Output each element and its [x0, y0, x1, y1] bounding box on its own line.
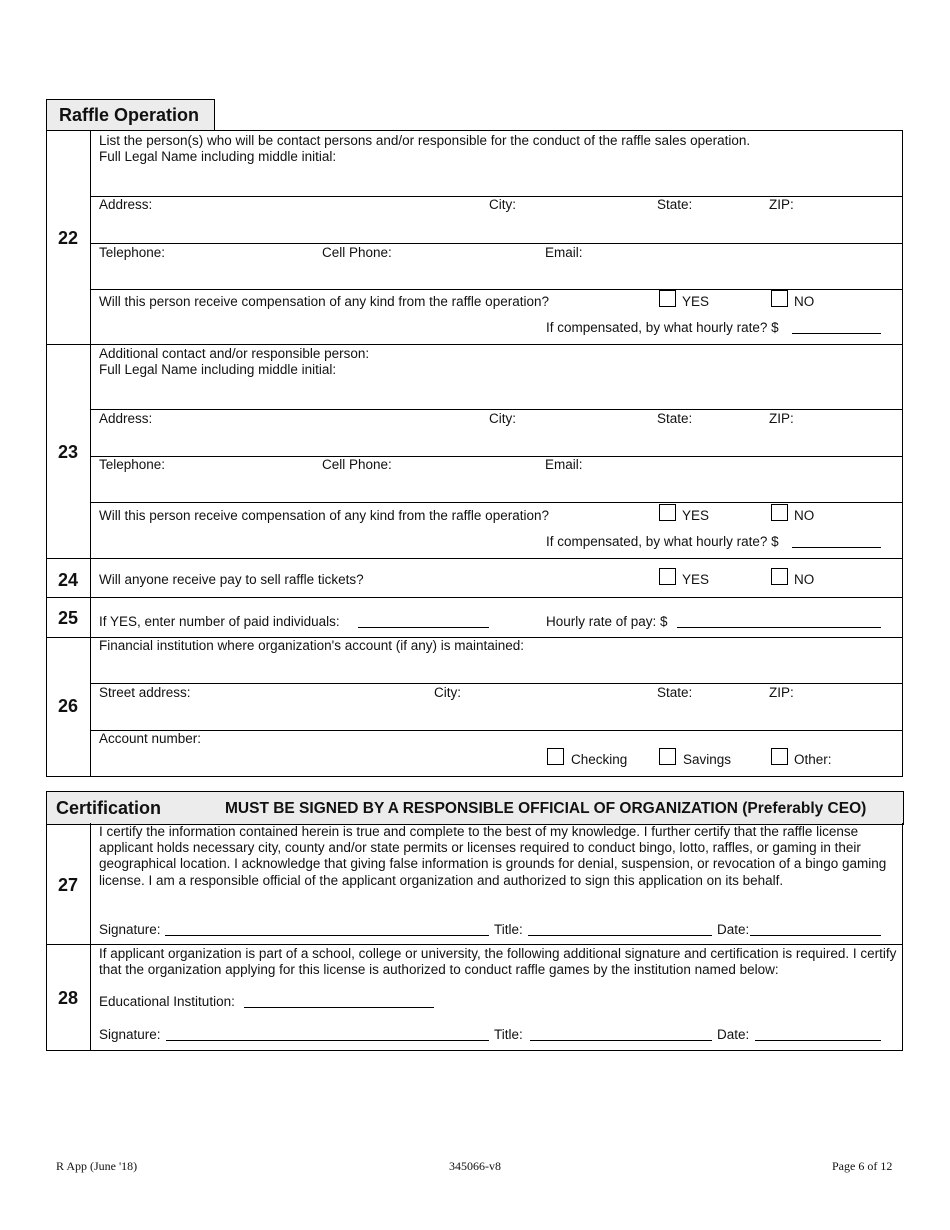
row-divider — [90, 730, 902, 731]
q25-paid-label: If YES, enter number of paid individuals: — [99, 614, 340, 629]
q22-state-label: State: — [657, 197, 693, 212]
q23-cell-label: Cell Phone: — [322, 457, 392, 472]
q22-city-label: City: — [489, 197, 516, 212]
q26-institution-label: Financial institution where organization's account (if any) is maintained: — [99, 638, 525, 653]
q23-name-label: Full Legal Name including middle initial: — [99, 362, 337, 377]
q22-telephone-label: Telephone: — [99, 245, 166, 260]
q28-date-label: Date: — [717, 1027, 750, 1042]
footer-page-number: Page 6 of 12 — [832, 1159, 893, 1173]
section-title: Certification — [56, 798, 162, 818]
q28-title-label: Title: — [494, 1027, 523, 1042]
q28-institution-label: Educational Institution: — [99, 994, 235, 1009]
question-divider — [46, 558, 903, 559]
q22-email-label: Email: — [545, 245, 583, 260]
question-divider — [46, 944, 903, 945]
q27-date-label: Date: — [717, 922, 750, 937]
q26-account-label: Account number: — [99, 731, 202, 746]
q23-no-label: NO — [794, 508, 815, 523]
q28-signature-label: Signature: — [99, 1027, 161, 1042]
question-number-24: 24 — [57, 570, 79, 590]
question-divider — [46, 597, 903, 598]
q22-hourly-rate-label: If compensated, by what hourly rate? $ — [546, 320, 779, 335]
number-column-divider — [90, 823, 91, 1051]
q23-city-label: City: — [489, 411, 516, 426]
q22-no-label: NO — [794, 294, 815, 309]
q27-title-field[interactable] — [528, 935, 712, 936]
q22-cell-label: Cell Phone: — [322, 245, 392, 260]
q23-yes-checkbox[interactable] — [659, 504, 676, 521]
section-header-certification — [46, 791, 904, 825]
q25-rate-label: Hourly rate of pay: $ — [546, 614, 668, 629]
q23-zip-label: ZIP: — [769, 411, 794, 426]
q22-address-label: Address: — [99, 197, 153, 212]
footer-doc-id: 345066-v8 — [449, 1159, 501, 1173]
question-divider — [46, 344, 903, 345]
must-sign-notice: MUST BE SIGNED BY A RESPONSIBLE OFFICIAL OF ORGANIZATION (Preferably CEO) — [225, 800, 867, 817]
row-divider — [90, 243, 902, 244]
q25-paid-count-field[interactable] — [358, 627, 489, 628]
q27-signature-field[interactable] — [165, 935, 489, 936]
question-number-23: 23 — [57, 442, 79, 462]
q23-intro: Additional contact and/or responsible person: — [99, 346, 370, 361]
q26-other-checkbox[interactable] — [771, 748, 788, 765]
table-border-right — [902, 823, 903, 1051]
question-number-22: 22 — [57, 228, 79, 248]
q23-address-label: Address: — [99, 411, 153, 426]
q22-zip-label: ZIP: — [769, 197, 794, 212]
question-number-27: 27 — [57, 875, 79, 895]
q23-hourly-rate-label: If compensated, by what hourly rate? $ — [546, 534, 779, 549]
q24-no-checkbox[interactable] — [771, 568, 788, 585]
q22-no-checkbox[interactable] — [771, 290, 788, 307]
q27-signature-label: Signature: — [99, 922, 161, 937]
q22-hourly-rate-field[interactable] — [792, 333, 881, 334]
q28-title-field[interactable] — [530, 1040, 712, 1041]
q26-other-label: Other: — [794, 752, 832, 767]
section-title: Raffle Operation — [59, 105, 200, 125]
q27-date-field[interactable] — [750, 935, 881, 936]
q22-yes-checkbox[interactable] — [659, 290, 676, 307]
q24-question: Will anyone receive pay to sell raffle tickets? — [99, 572, 364, 587]
row-divider — [90, 409, 902, 410]
q27-title-label: Title: — [494, 922, 523, 937]
q24-yes-checkbox[interactable] — [659, 568, 676, 585]
q28-date-field[interactable] — [755, 1040, 881, 1041]
q23-state-label: State: — [657, 411, 693, 426]
q24-no-label: NO — [794, 572, 815, 587]
q25-rate-field[interactable] — [677, 627, 881, 628]
number-column-divider — [90, 130, 91, 776]
q26-city-label: City: — [434, 685, 461, 700]
q23-yes-label: YES — [682, 508, 710, 523]
q22-compensation-question: Will this person receive compensation of any kind from the raffle operation? — [99, 294, 549, 309]
q27-certification-text: I certify the information contained herein is true and complete to the best of my knowledge. I further certify that the raffle license applicant holds necessary city, county and/or state permits or licenses required to conduct bingo, lotto, raffles, or gaming in their geographical location. I acknowledge that giving false information is grounds for denial, suspension, or revocation of a bingo gaming license. I am a responsible official of the applicant organization and authorized to sign this application on its behalf. — [99, 824, 887, 888]
q22-name-label: Full Legal Name including middle initial: — [99, 149, 337, 164]
table-border-bottom — [46, 1050, 903, 1051]
table-border-left — [46, 823, 47, 1051]
footer-form-id: R App (June '18) — [56, 1159, 138, 1173]
question-number-25: 25 — [57, 608, 79, 628]
q23-hourly-rate-field[interactable] — [792, 547, 881, 548]
q26-checking-checkbox[interactable] — [547, 748, 564, 765]
q28-institution-field[interactable] — [244, 1007, 434, 1008]
table-border-top — [46, 130, 903, 131]
row-divider — [90, 456, 902, 457]
table-border-bottom — [46, 776, 903, 777]
section-header-raffle-operation — [46, 99, 215, 131]
q26-savings-label: Savings — [683, 752, 732, 767]
row-divider — [90, 502, 902, 503]
q26-zip-label: ZIP: — [769, 685, 794, 700]
q23-email-label: Email: — [545, 457, 583, 472]
q23-telephone-label: Telephone: — [99, 457, 166, 472]
table-border-right — [902, 130, 903, 776]
q28-certification-text: If applicant organization is part of a school, college or university, the following additional signature and certification is required. I certify that the organization applying for this license is authorized to conduct raffle games by the institution named below: — [99, 946, 897, 978]
question-number-28: 28 — [57, 988, 79, 1008]
q26-checking-label: Checking — [571, 752, 628, 767]
q26-savings-checkbox[interactable] — [659, 748, 676, 765]
q23-no-checkbox[interactable] — [771, 504, 788, 521]
q24-yes-label: YES — [682, 572, 710, 587]
q26-state-label: State: — [657, 685, 693, 700]
q22-yes-label: YES — [682, 294, 710, 309]
q28-signature-field[interactable] — [166, 1040, 489, 1041]
q22-intro: List the person(s) who will be contact persons and/or responsible for the conduct of the raffle sales operation. — [99, 133, 751, 148]
row-divider — [90, 683, 902, 684]
q23-compensation-question: Will this person receive compensation of any kind from the raffle operation? — [99, 508, 549, 523]
question-number-26: 26 — [57, 696, 79, 716]
q26-street-label: Street address: — [99, 685, 191, 700]
